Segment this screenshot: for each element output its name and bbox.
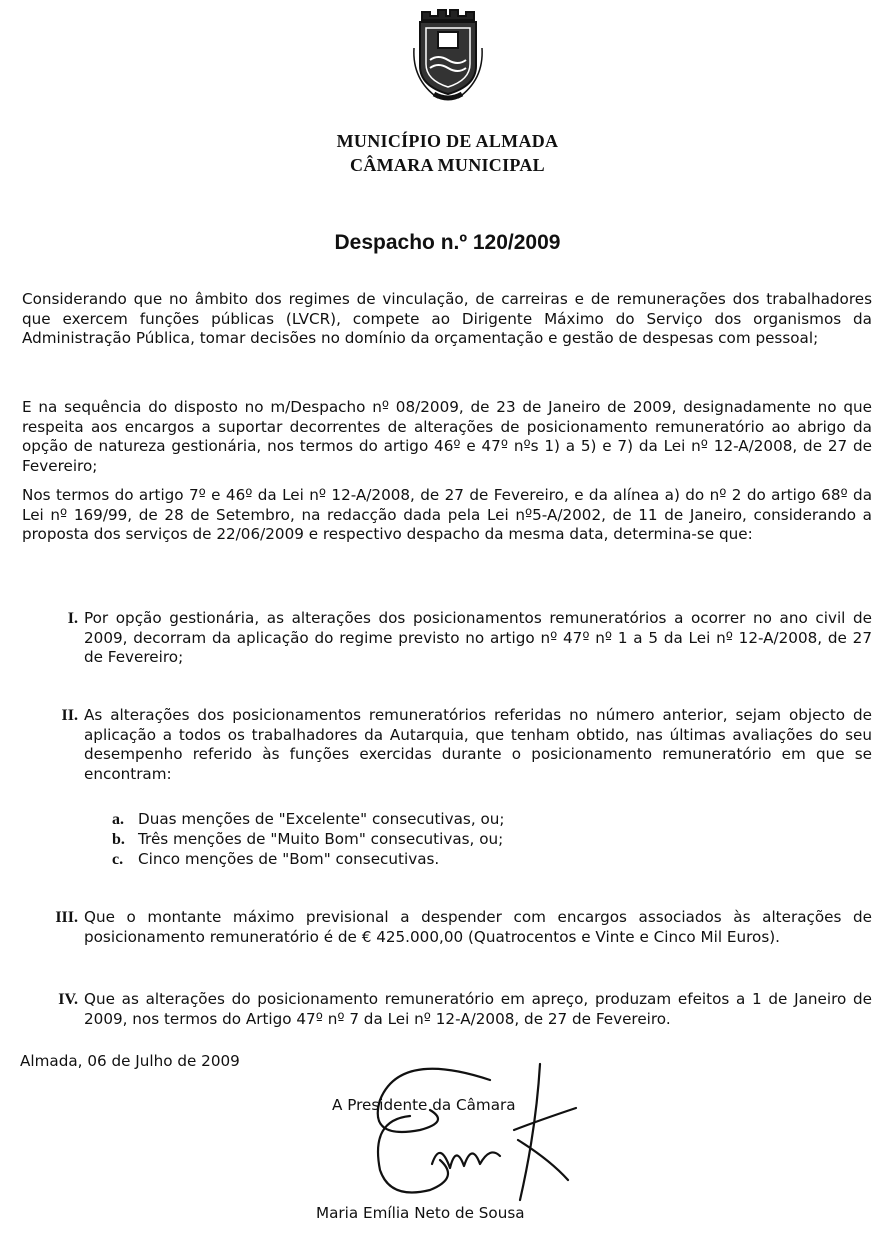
sub-item-text: Cinco menções de "Bom" consecutivas. (138, 850, 440, 868)
item-text: Que as alterações do posicionamento remuneratório em apreço, produzam efeitos a 1 de Janeiro de 2009, nos termos do Artigo 47º nº 7 da Lei nº 12-A/2008, de 27 de Fevereiro. (84, 990, 872, 1028)
item-text: As alterações dos posicionamentos remuneratórios referidas no número anterior, sejam objecto de aplicação a todos os trabalhadores da Autarquia, que tenham obtido, nas últimas avaliações do seu desempenho referido às funções exercidas durante o posicionamento remuneratório em que se encontram: (84, 706, 872, 783)
sub-item-letter: a. (112, 811, 124, 828)
sub-item (112, 850, 439, 870)
paragraph-sequencia: E na sequência do disposto no m/Despacho nº 08/2009, de 23 de Janeiro de 2009, designadamente no que respeita aos encargos a suportar decorrentes de alterações de posicionamento remuneratório ao abrigo da opção de natureza gestionária, nos termos do artigo 46º e 47º nºs 1) a 5) e 7) da Lei nº 12-A/2008, de 27 de Fevereiro; (22, 398, 872, 475)
item-number: IV. (58, 991, 78, 1008)
signatory-name: Maria Emília Neto de Sousa (316, 1204, 525, 1222)
item-text: Por opção gestionária, as alterações dos posicionamentos remuneratórios a ocorrer no ano civil de 2009, decorram da aplicação do regime previsto no artigo nº 47º nº 1 a 5 da Lei nº 12-A/2008, de 27 de Fevereiro; (84, 609, 872, 666)
sub-item-letter: c. (112, 851, 124, 868)
municipal-crest-icon (408, 8, 488, 104)
sub-item (112, 810, 505, 830)
handwritten-signature (340, 1060, 580, 1210)
item-number: II. (61, 707, 78, 724)
sub-item-text: Três menções de "Muito Bom" consecutivas, ou; (138, 830, 504, 848)
council-name: CÂMARA MUNICIPAL (350, 155, 545, 175)
place-date: Almada, 06 de Julho de 2009 (20, 1052, 240, 1070)
item-number: I. (67, 610, 78, 627)
sub-item-text: Duas menções de "Excelente" consecutivas, ou; (138, 810, 505, 828)
signatory-role: A Presidente da Câmara (332, 1096, 516, 1114)
document-title: Despacho n.º 120/2009 (334, 231, 561, 254)
municipality-name: MUNICÍPIO DE ALMADA (336, 131, 559, 151)
paragraph-considerando: Considerando que no âmbito dos regimes de vinculação, de carreiras e de remunerações dos trabalhadores que exercem funções públicas (LVCR), compete ao Dirigente Máximo do Serviço dos organismos da Administração Pública, tomar decisões no domínio da orçamentação e gestão de despesas com pessoal; (22, 290, 872, 347)
sub-item (112, 830, 503, 850)
item-number: III. (55, 909, 78, 926)
item-text: Que o montante máximo previsional a despender com encargos associados às alterações de posicionamento remuneratório é de € 425.000,00 (Quatrocentos e Vinte e Cinco Mil Euros). (84, 908, 872, 946)
sub-item-letter: b. (112, 831, 125, 848)
paragraph-termos: Nos termos do artigo 7º e 46º da Lei nº 12-A/2008, de 27 de Fevereiro, e da alínea a) do nº 2 do artigo 68º da Lei nº 169/99, de 28 de Setembro, na redacção dada pela Lei nº5-A/2002, de 11 de Janeiro, considerando a proposta dos serviços de 22/06/2009 e respectivo despacho da mesma data, determina-se que: (22, 486, 872, 543)
